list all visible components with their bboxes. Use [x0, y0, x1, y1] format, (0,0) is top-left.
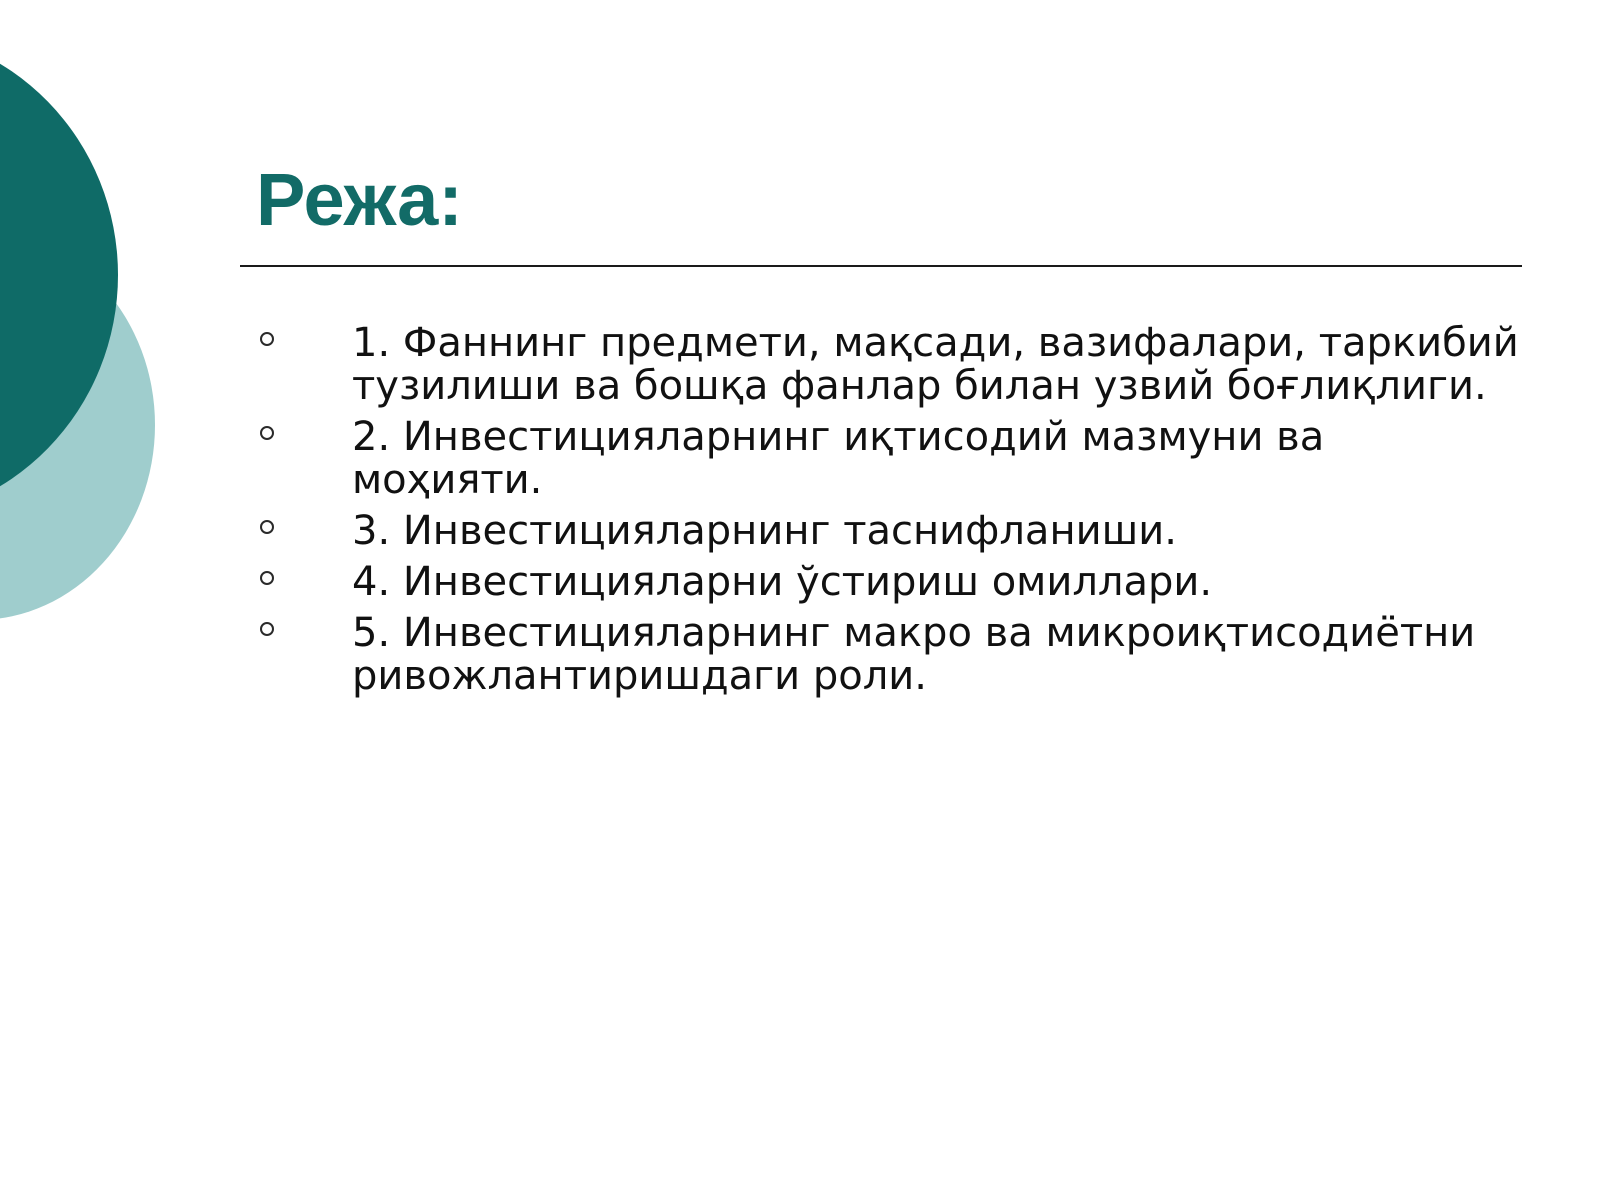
list-item-text: 4. Инвестицияларни ўстириш омиллари.	[352, 559, 1213, 605]
list-item	[252, 322, 1522, 408]
title-divider	[240, 265, 1522, 267]
list-item	[252, 416, 1522, 502]
list-item	[252, 561, 1522, 604]
list-item-text: 2. Инвестицияларнинг иқтисодий мазмуни ва моҳияти.	[352, 414, 1325, 503]
circle-bullet-icon	[260, 571, 274, 585]
list-item-text: 3. Инвестицияларнинг таснифланиши.	[352, 508, 1177, 554]
circle-bullet-icon	[260, 622, 274, 636]
list-item-text: 1. Фаннинг предмети, мақсади, вазифалари, таркибий тузилиши ва бошқа фанлар билан узвий боғлиқлиги.	[352, 320, 1519, 409]
circle-bullet-icon	[260, 426, 274, 440]
slide-title: Режа:	[256, 158, 463, 241]
circle-bullet-icon	[260, 520, 274, 534]
bullet-list	[252, 322, 1522, 706]
circle-bullet-icon	[260, 332, 274, 346]
list-item-text: 5. Инвестицияларнинг макро ва микроиқтисодиётни ривожлантиришдаги роли.	[352, 610, 1476, 699]
list-item	[252, 510, 1522, 553]
list-item	[252, 612, 1522, 698]
